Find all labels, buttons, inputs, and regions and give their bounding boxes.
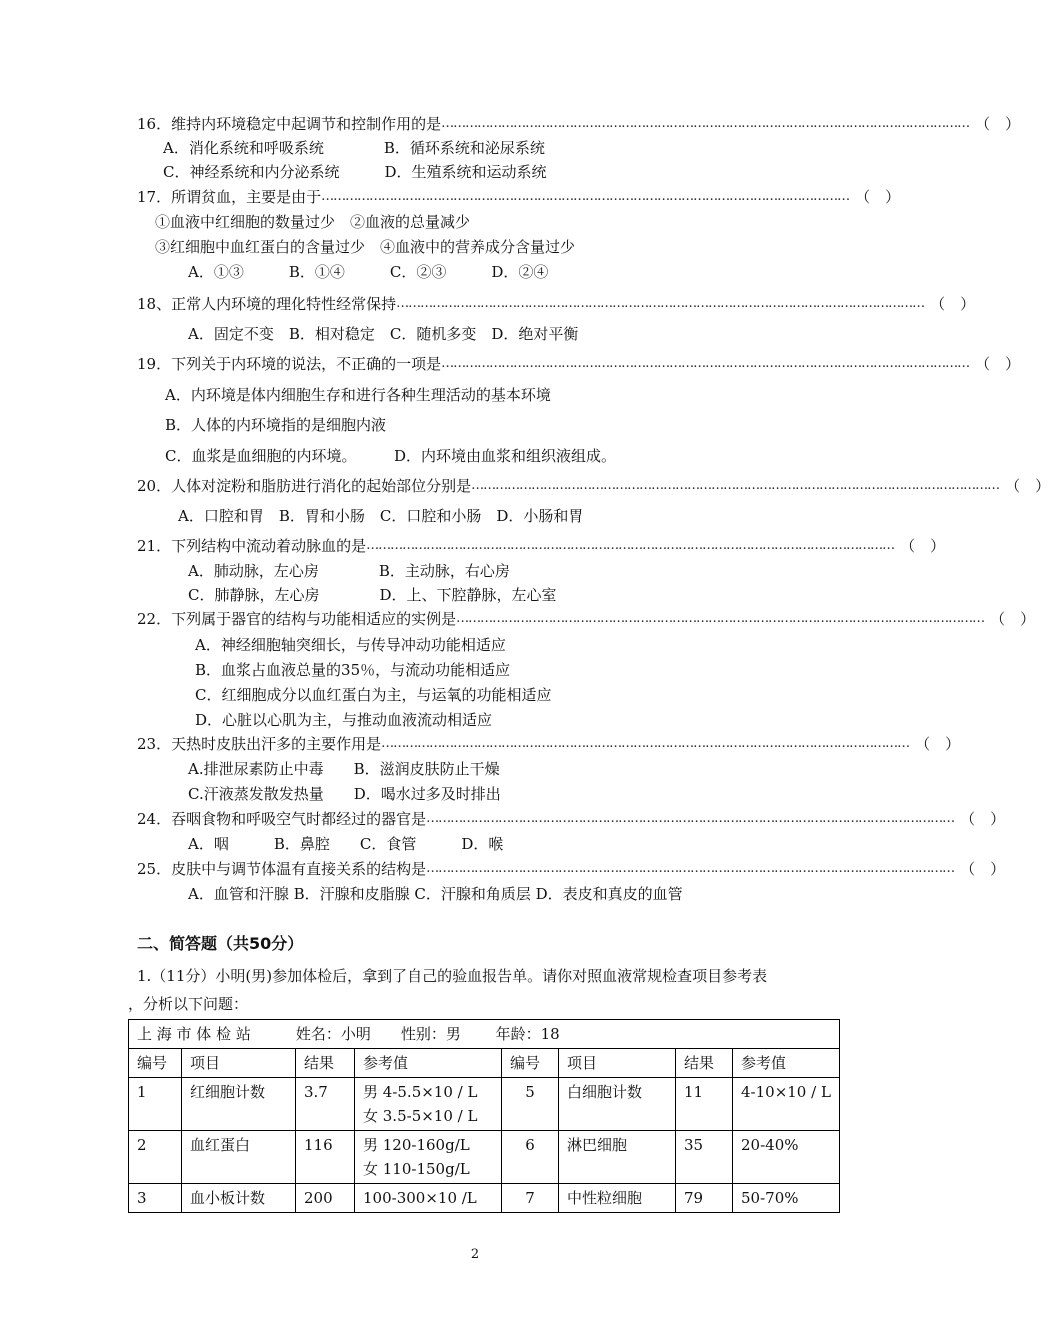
report-header: 上 海 市 体 检 站 姓名：小明 性别：男 年龄：18	[129, 1020, 840, 1049]
answer-blank: （ ）	[855, 188, 901, 206]
reference-value: 男 120-160g/L	[363, 1136, 470, 1154]
question-option: B．血浆占血液总量的35％，与流动功能相适应	[195, 661, 511, 679]
question-option: B．人体的内环境指的是细胞内液	[165, 416, 387, 434]
question-stem: 18、正常人内环境的理化特性经常保持	[137, 295, 397, 313]
answer-blank: （ ）	[1005, 477, 1050, 495]
question-option: C.汗液蒸发散发热量 D．喝水过多及时排出	[188, 785, 501, 803]
question-24	[137, 808, 1006, 830]
dot-leader: ……………………………………………………………………………………………………………………	[366, 538, 895, 553]
question-option: ③红细胞中血红蛋白的含量过少 ④血液中的营养成分含量过少	[155, 238, 576, 256]
table-cell: 3.7	[296, 1078, 355, 1131]
column-header: 结果	[676, 1049, 733, 1078]
table-cell: 6	[502, 1131, 559, 1184]
answer-blank: （ ）	[990, 610, 1036, 628]
column-header: 结果	[296, 1049, 355, 1078]
dot-leader: ……………………………………………………………………………………………………………………	[396, 296, 925, 311]
question-stem: 19．下列关于内环境的说法，不正确的一项是	[137, 355, 442, 373]
dot-leader: ……………………………………………………………………………………………………………………	[321, 189, 850, 204]
answer-blank: （ ）	[975, 355, 1021, 373]
question-option: A．肺动脉，左心房 B．主动脉，右心房	[188, 562, 510, 580]
table-header-row	[129, 1020, 840, 1049]
question-option: A．神经细胞轴突细长，与传导冲动功能相适应	[195, 636, 506, 654]
table-cell: 白细胞计数	[559, 1078, 676, 1131]
question-stem: 24．吞咽食物和呼吸空气时都经过的器官是	[137, 810, 427, 828]
answer-blank: （ ）	[960, 860, 1006, 878]
table-cell: 200	[296, 1184, 355, 1213]
question-stem: 22．下列属于器官的结构与功能相适应的实例是	[137, 610, 457, 628]
table-cell: 35	[676, 1131, 733, 1184]
question-25	[137, 858, 1006, 880]
question-stem: 20．人体对淀粉和脂肪进行消化的起始部位分别是	[137, 477, 472, 495]
question-19	[137, 353, 1021, 375]
table-cell	[355, 1078, 502, 1131]
question-16	[137, 113, 1021, 135]
dot-leader: ……………………………………………………………………………………………………………………	[441, 356, 970, 371]
dot-leader: ……………………………………………………………………………………………………………………	[456, 611, 985, 626]
question-23	[137, 733, 961, 755]
question-stem: 21．下列结构中流动着动脉血的是	[137, 537, 367, 555]
question-option: D．心脏以心肌为主，与推动血液流动相适应	[195, 711, 493, 729]
question-option: A．消化系统和呼吸系统 B．循环系统和泌尿系统	[163, 139, 545, 157]
table-cell: 1	[129, 1078, 182, 1131]
question-stem: 23．天热时皮肤出汗多的主要作用是	[137, 735, 382, 753]
section-title: 二、简答题（共50分）	[137, 934, 304, 953]
table-column-headers	[129, 1049, 840, 1078]
question-20	[137, 475, 1050, 497]
column-header: 项目	[559, 1049, 676, 1078]
question-option: C．神经系统和内分泌系统 D．生殖系统和运动系统	[163, 163, 547, 181]
dot-leader: ……………………………………………………………………………………………………………………	[441, 116, 970, 131]
table-cell: 100-300×10 /L	[355, 1184, 502, 1213]
answer-blank: （ ）	[900, 537, 946, 555]
question-option: C．血浆是血细胞的内环境。 D．内环境由血浆和组织液组成。	[165, 447, 617, 465]
table-cell: 4-10×10 / L	[733, 1078, 840, 1131]
column-header: 编号	[129, 1049, 182, 1078]
reference-value: 男 4-5.5×10 / L	[363, 1083, 478, 1101]
dot-leader: ……………………………………………………………………………………………………………………	[381, 736, 910, 751]
question-option: A．口腔和胃 B．胃和小肠 C．口腔和小肠 D．小肠和胃	[178, 507, 584, 525]
table-cell: 116	[296, 1131, 355, 1184]
table-cell: 11	[676, 1078, 733, 1131]
table-cell: 79	[676, 1184, 733, 1213]
table-row	[129, 1184, 840, 1213]
answer-blank: （ ）	[975, 115, 1021, 133]
question-option: A．咽 B．鼻腔 C．食管 D．喉	[188, 835, 504, 853]
question-option: A．固定不变 B．相对稳定 C．随机多变 D．绝对平衡	[188, 325, 579, 343]
table-cell: 5	[502, 1078, 559, 1131]
table-cell: 淋巴细胞	[559, 1131, 676, 1184]
answer-blank: （ ）	[930, 295, 976, 313]
question-stem: 17．所谓贫血，主要是由于	[137, 188, 322, 206]
dot-leader: ……………………………………………………………………………………………………………………	[471, 478, 1000, 493]
question-22	[137, 608, 1036, 630]
reference-value: 女 3.5-5×10 / L	[363, 1107, 478, 1125]
question-option: ①血液中红细胞的数量过少 ②血液的总量减少	[155, 213, 471, 231]
column-header: 参考值	[355, 1049, 502, 1078]
question-stem: 25．皮肤中与调节体温有直接关系的结构是	[137, 860, 427, 878]
table-cell: 3	[129, 1184, 182, 1213]
question-intro-cont: ，分析以下问题：	[128, 995, 249, 1013]
table-cell: 血红蛋白	[182, 1131, 296, 1184]
table-cell: 7	[502, 1184, 559, 1213]
question-option: A.排泄尿素防止中毒 B．滋润皮肤防止干燥	[188, 760, 500, 778]
question-option: C．红细胞成分以血红蛋白为主，与运氧的功能相适应	[195, 686, 552, 704]
question-18	[137, 293, 976, 315]
page-number: 2	[470, 1247, 480, 1262]
table-cell	[355, 1131, 502, 1184]
question-option: A．内环境是体内细胞生存和进行各种生理活动的基本环境	[165, 386, 551, 404]
table-cell: 红细胞计数	[182, 1078, 296, 1131]
question-option: C．肺静脉，左心房 D．上、下腔静脉，左心室	[188, 586, 557, 604]
question-stem: 16．维持内环境稳定中起调节和控制作用的是	[137, 115, 442, 133]
column-header: 项目	[182, 1049, 296, 1078]
table-cell: 2	[129, 1131, 182, 1184]
table-cell: 50-70%	[733, 1184, 840, 1213]
table-row	[129, 1078, 840, 1131]
table-cell: 中性粒细胞	[559, 1184, 676, 1213]
question-intro: 1.（11分）小明(男)参加体检后，拿到了自己的验血报告单。请你对照血液常规检查项目参考表	[137, 967, 768, 985]
question-option: A．①③ B．①④ C．②③ D．②④	[188, 263, 549, 281]
column-header: 参考值	[733, 1049, 840, 1078]
dot-leader: ……………………………………………………………………………………………………………………	[426, 861, 955, 876]
column-header: 编号	[502, 1049, 559, 1078]
answer-blank: （ ）	[960, 810, 1006, 828]
question-17	[137, 186, 901, 208]
reference-value: 女 110-150g/L	[363, 1160, 470, 1178]
question-21	[137, 535, 946, 557]
table-row	[129, 1131, 840, 1184]
answer-blank: （ ）	[915, 735, 961, 753]
dot-leader: ……………………………………………………………………………………………………………………	[426, 811, 955, 826]
table-cell: 20-40%	[733, 1131, 840, 1184]
table-cell: 血小板计数	[182, 1184, 296, 1213]
blood-test-report-table	[128, 1019, 840, 1213]
question-option: A．血管和汗腺 B．汗腺和皮脂腺 C．汗腺和角质层 D．表皮和真皮的血管	[188, 885, 683, 903]
